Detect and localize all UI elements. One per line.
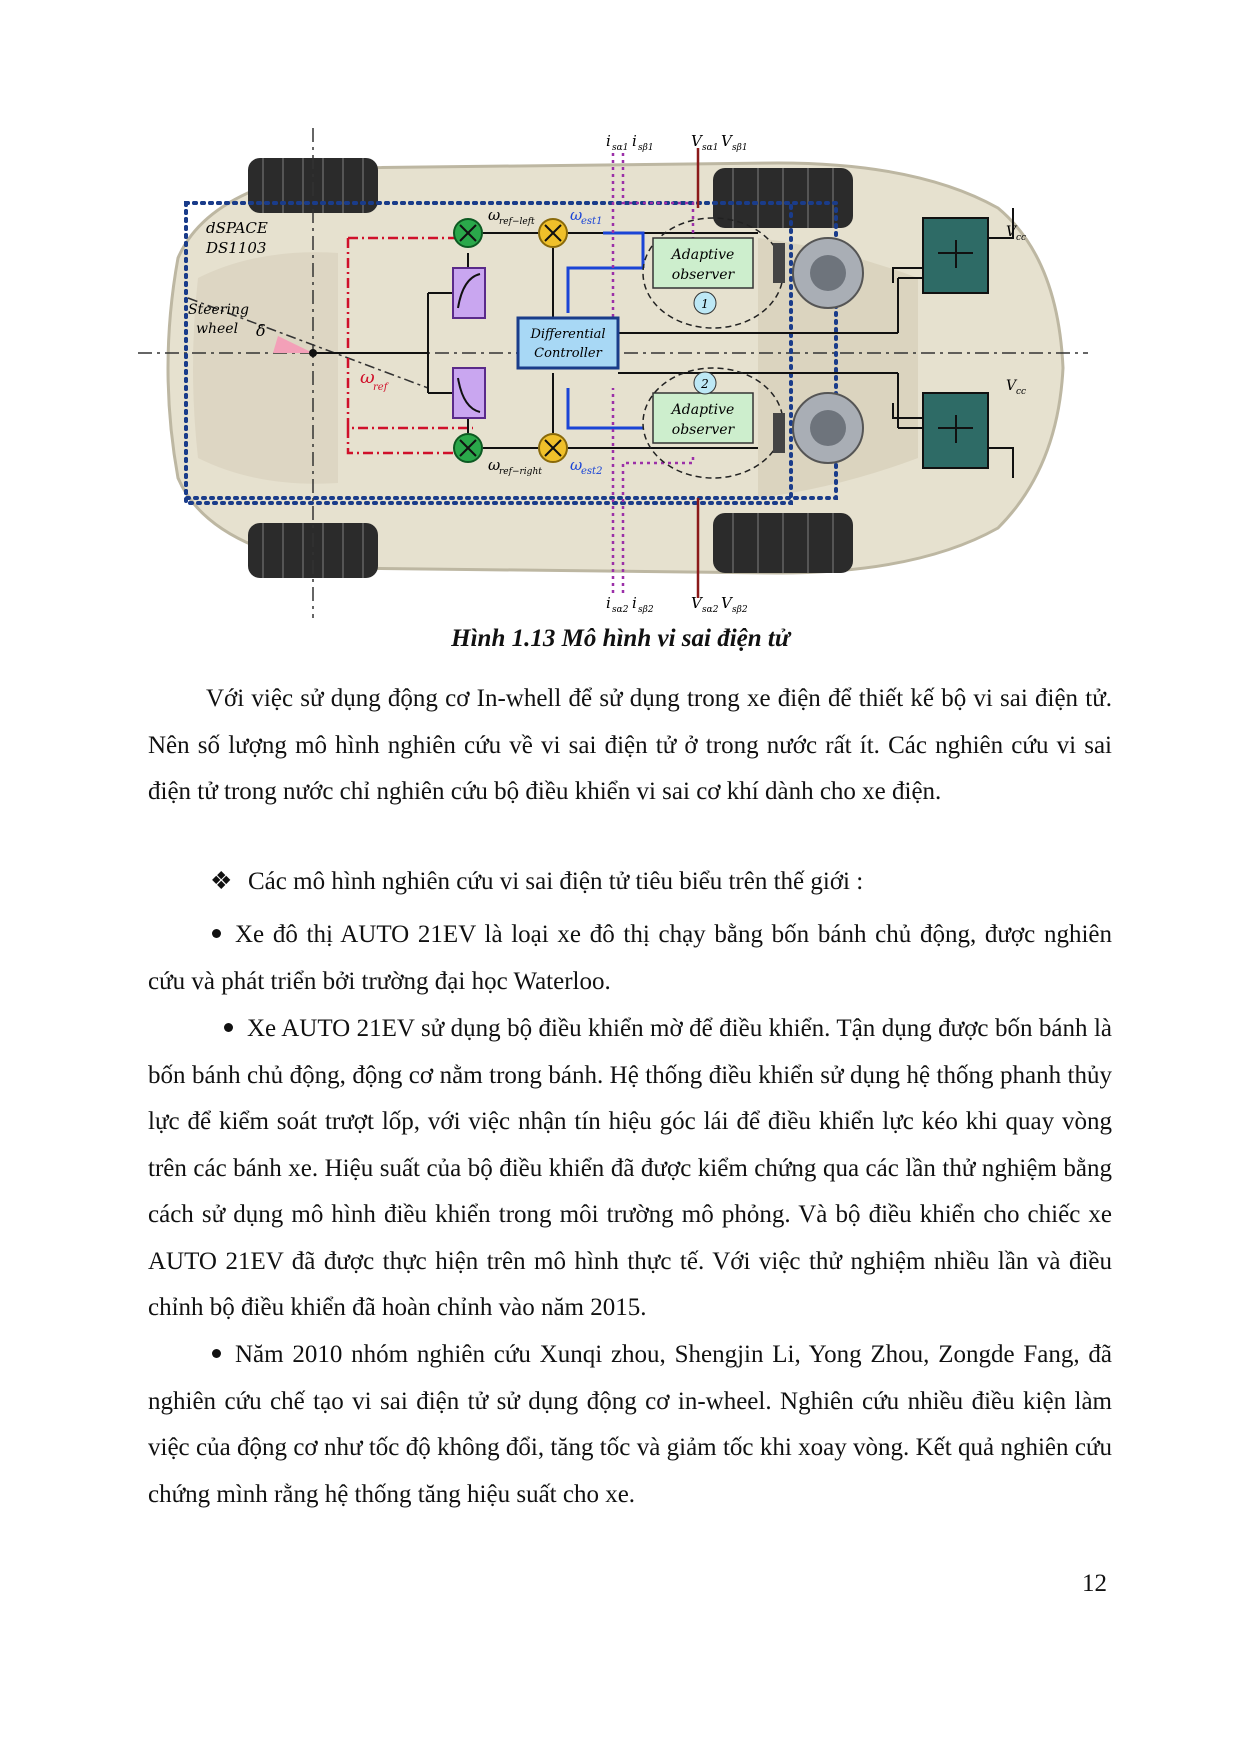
car-hood [193,252,338,483]
figure-diagram [138,128,1088,618]
observer1-label-1: Adaptive [671,247,735,263]
diff-ctrl-label-2: Controller [534,346,602,361]
electronic-differential-figure [138,128,1088,618]
west1-label: ω [570,206,583,224]
bot-v-sub-2: sβ2 [732,605,748,615]
wref-right-label: ω [488,456,501,474]
vcc-bot-sub: cc [1016,387,1027,397]
top-i-sub-1: sα1 [612,143,629,153]
bullet-dot-icon [212,1349,221,1358]
bullet-dot-icon [224,1023,233,1032]
observer1-label-2: observer [671,267,735,283]
list-item [148,1006,1112,1332]
bot-i-sub-2: sβ2 [638,605,654,615]
ds1103-label: DS1103 [206,239,267,257]
wref-right-sub: ref−right [499,467,542,477]
west1-sub: est1 [581,216,603,227]
bot-v-label-2: V [721,594,732,612]
paragraph-intro: Với việc sử dụng động cơ In-whell để sử dụng trong xe điện để thiết kế bộ vi sai điện tử. Nên số lượng mô hình nghiên cứu về vi sai điện tử ở trong nước rất ít. Các nghiên cứu vi sai điện tử trong nước chỉ nghiên cứu bộ điều khiển vi sai cơ khí dành cho xe điện. [148,685,1112,805]
wref-left-sub: ref−left [499,217,535,227]
bot-i-sub-1: sα2 [612,605,629,615]
delta-label: δ [256,321,266,340]
top-v-label-1: V [691,132,702,150]
list-item [148,912,1112,1005]
bullet-heading [210,866,863,896]
bullet-heading-text: Các mô hình nghiên cứu vi sai điện tử tiêu biểu trên thế giới : [248,868,864,895]
diamond-bullet-icon: ❖ [210,868,233,895]
top-i-label-1: i [606,132,611,150]
curve-block-top [453,268,485,318]
wref-left-label: ω [488,206,501,224]
vcc-bot-label: V [1006,378,1017,394]
steering-label-1: Steering [188,302,249,318]
top-i-label-2: i [632,132,637,150]
observer2-label-2: observer [671,422,735,438]
list-item-text: Năm 2010 nhóm nghiên cứu Xunqi zhou, Shengjin Li, Yong Zhou, Zongde Fang, đã nghiên cứu chế tạo vi sai điện tử sử dụng động cơ in-wheel. Nghiên cứu nhiều điều kiện làm việc của động cơ như tốc độ không đổi, tăng tốc và giảm tốc khi xoay vòng. Kết quả nghiên cứu chứng mình rằng hệ thống tăng hiệu suất cho xe. [148,1341,1112,1508]
bullet-dot-icon [212,929,221,938]
wref-sub: ref [373,382,388,393]
dspace-label: dSPACE [206,219,268,237]
curve-block-bot [453,368,485,418]
west2-label: ω [570,456,583,474]
list-item-text: Xe đô thị AUTO 21EV là loại xe đô thị chạy bằng bốn bánh chủ động, được nghiên cứu và phát triển bởi trường đại học Waterloo. [148,921,1112,995]
bot-i-label-2: i [632,594,637,612]
observer2-label-1: Adaptive [671,402,735,418]
wref-label: ω [360,367,375,388]
figure-caption: Hình 1.13 Mô hình vi sai điện tử [451,625,790,652]
west2-sub: est2 [581,466,603,477]
top-v-sub-1: sα1 [702,143,719,153]
top-v-sub-2: sβ1 [732,143,748,153]
vcc-top-sub: cc [1016,233,1027,243]
list-item [148,1332,1112,1518]
vcc-top-label: V [1006,224,1017,240]
diff-ctrl-label-1: Differential [530,327,606,342]
bot-v-label-1: V [691,594,702,612]
page-number: 12 [1082,1570,1107,1597]
observer2-num: 2 [701,377,709,391]
top-v-label-2: V [721,132,732,150]
top-i-sub-2: sβ1 [638,143,654,153]
bot-i-label-1: i [606,594,611,612]
observer1-num: 1 [701,297,709,311]
list-item-text: Xe AUTO 21EV sử dụng bộ điều khiển mờ để điều khiển. Tận dụng được bốn bánh là bốn bánh chủ động, động cơ nằm trong bánh. Hệ thống điều khiển sử dụng hệ thống phanh thủy lực để kiểm soát trượt lốp, với việc nhận tín hiệu góc lái để điều khiển lực kéo khi quay vòng trên các bánh xe. Hiệu suất của bộ điều khiển đã được kiểm chứng qua các lần thử nghiệm bằng cách sử dụng mô hình điều khiển trong môi trường mô phỏng. Và bộ điều khiển cho chiếc xe AUTO 21EV đã được thực hiện trên mô hình thực tế. Với việc thử nghiệm nhiều lần và điều chỉnh bộ điều khiển đã hoàn chỉnh vào năm 2015. [148,1015,1112,1321]
steering-label-2: wheel [196,321,239,337]
bot-v-sub-1: sα2 [702,605,719,615]
